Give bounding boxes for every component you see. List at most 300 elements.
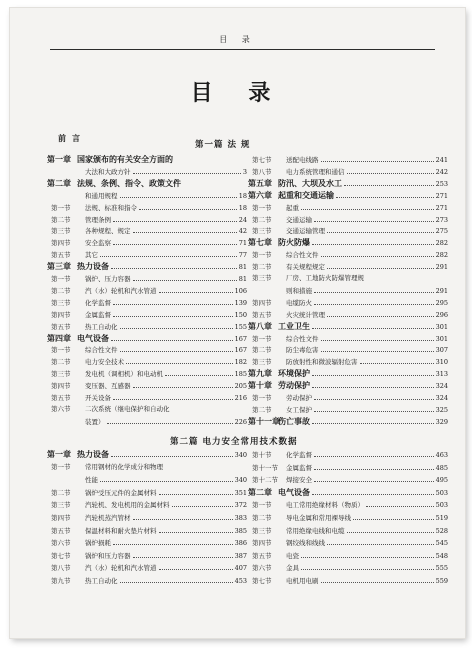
toc-entry — [47, 225, 247, 236]
toc-entry-number: 第六章 — [248, 189, 272, 200]
toc-entry-number: 第十一节 — [252, 463, 278, 472]
toc-entry-number: 第四节 — [252, 298, 272, 307]
toc-entry — [47, 550, 247, 561]
leader-dots — [312, 380, 434, 388]
leader-dots — [133, 273, 237, 281]
leader-dots — [113, 309, 233, 317]
toc-entry-title: 其它 — [85, 251, 98, 260]
toc-entry-page: 559 — [435, 577, 448, 585]
toc-entry-title: 热工自动化 — [85, 577, 118, 585]
toc-entry-number: 第八节 — [252, 167, 272, 176]
leader-dots — [321, 154, 434, 162]
toc-entry — [248, 321, 448, 332]
leader-dots — [314, 297, 434, 305]
toc-entry-number: 第五节 — [252, 551, 272, 560]
toc-entry-page: 18 — [238, 191, 247, 200]
toc-entry-page: 324 — [435, 382, 448, 391]
toc-entry — [248, 249, 448, 260]
toc-entry — [47, 237, 247, 248]
toc-entry — [248, 214, 448, 225]
toc-entry-number: 第一节 — [252, 334, 272, 343]
toc-entry-title: 起重和交通运输 — [278, 189, 334, 200]
toc-entry-number: 第七节 — [252, 156, 272, 164]
leader-dots — [159, 487, 233, 495]
toc-entry-number: 第一节 — [51, 462, 71, 471]
toc-entry-number: 第二节 — [51, 215, 71, 224]
toc-entry-number: 第一节 — [252, 251, 272, 260]
toc-entry-number: 第二节 — [51, 358, 71, 367]
toc-entry-title: 热力设备 — [77, 449, 109, 459]
leader-dots — [314, 474, 434, 482]
toc-entry-title: 性能 — [85, 476, 98, 485]
toc-entry-number: 第七节 — [252, 577, 272, 585]
toc-entry-number: 第九节 — [51, 577, 71, 585]
toc-entry-title: 火灾统计管理 — [286, 310, 325, 319]
leader-dots — [120, 321, 233, 329]
toc-entry — [248, 449, 448, 460]
toc-entry — [47, 166, 247, 177]
toc-entry-title: 女工保护 — [286, 405, 312, 414]
toc-entry-title: 国家颁布的有关安全方面的 — [77, 154, 173, 164]
toc-entry-number: 第二节 — [252, 215, 272, 224]
toc-entry-title: 锅炉损耗 — [85, 539, 111, 548]
toc-entry-title: 化学监督 — [85, 298, 111, 307]
toc-entry-page: 351 — [234, 488, 247, 497]
header-rule — [50, 49, 435, 50]
toc-entry-number: 第三节 — [51, 227, 71, 236]
toc-entry-page: 185 — [234, 370, 247, 379]
leader-dots — [120, 575, 233, 583]
toc-entry-title: 防放射性和微波辐射危害 — [286, 358, 358, 367]
toc-entry-title: 常用绝缘电线和电缆 — [286, 526, 345, 535]
toc-entry — [47, 273, 247, 284]
toc-entry-title: 电机用电刷 — [286, 577, 319, 585]
toc-entry-number: 第八节 — [51, 564, 71, 573]
leader-dots — [100, 474, 233, 482]
toc-entry-title: 综合性文件 — [286, 334, 319, 343]
toc-entry-title: 大法和大政方针 — [85, 167, 131, 176]
leader-dots — [100, 249, 237, 257]
toc-entry — [248, 285, 448, 296]
toc-entry-page: 310 — [435, 358, 448, 367]
toc-entry-title: 厂房、工地防火防爆管理规 — [286, 274, 364, 282]
leader-dots — [312, 487, 434, 495]
toc-entry-title: 锅炉、压力容器 — [85, 275, 131, 283]
toc-entry — [47, 525, 247, 536]
toc-entry-title: 法规、条例、指令、政策文件 — [77, 177, 181, 188]
toc-entry-page: 106 — [234, 286, 247, 295]
toc-entry — [47, 154, 247, 165]
leader-dots — [133, 380, 233, 388]
toc-entry — [248, 487, 448, 498]
toc-entry-page: 226 — [234, 417, 247, 426]
toc-entry-title: 金属监督 — [85, 310, 111, 319]
leader-dots — [321, 249, 434, 257]
toc-entry-number: 第一节 — [252, 501, 272, 510]
toc-entry — [47, 261, 247, 272]
toc-entry-page: 503 — [435, 488, 448, 497]
leader-dots — [314, 214, 434, 222]
leader-dots — [111, 261, 237, 269]
preface-entry: 前言 — [58, 133, 86, 143]
toc-entry-title: 各种规程、规定 — [85, 227, 131, 236]
toc-entry-title: 热工自动化 — [85, 322, 118, 331]
toc-entry-number: 第二节 — [252, 263, 272, 272]
toc-entry-number: 第二节 — [252, 405, 272, 414]
toc-entry — [248, 225, 448, 236]
leader-dots — [107, 416, 233, 424]
toc-entry-number: 第四节 — [252, 539, 272, 548]
toc-entry-title: 保温材料和耐火垫片材料 — [85, 526, 157, 535]
toc-entry — [248, 499, 448, 510]
toc-entry — [248, 333, 448, 344]
part-heading-1: 第一篇 法 规 — [195, 140, 251, 150]
toc-entry-number: 第一章 — [47, 154, 71, 164]
toc-entry-title: 锅炉和压力容器 — [85, 551, 131, 560]
toc-entry — [47, 285, 247, 296]
page-title: 目 录 — [190, 80, 285, 106]
toc-entry-title: 起重 — [286, 203, 299, 212]
toc-entry-number: 第七节 — [51, 551, 71, 560]
toc-entry — [47, 380, 247, 391]
toc-entry-number: 第五章 — [248, 177, 272, 188]
toc-entry-page: 253 — [435, 179, 448, 188]
toc-entry-page: 81 — [238, 275, 247, 283]
toc-entry-page: 291 — [435, 286, 448, 295]
toc-entry-page: 271 — [435, 191, 448, 200]
toc-entry-number: 第二章 — [47, 177, 71, 188]
toc-entry-number: 第四节 — [51, 310, 71, 319]
leader-dots — [133, 225, 237, 233]
toc-entry-number: 第三节 — [252, 274, 272, 282]
leader-dots — [312, 237, 434, 245]
toc-entry-title: 电瓷 — [286, 551, 299, 560]
toc-entry-number: 第五节 — [51, 251, 71, 260]
toc-entry-title: 安全监察 — [85, 239, 111, 248]
toc-entry — [47, 214, 247, 225]
toc-entry — [248, 261, 448, 272]
leader-dots — [113, 214, 237, 222]
toc-entry-page: 387 — [234, 551, 247, 560]
toc-entry-page: 81 — [238, 263, 247, 272]
toc-entry — [47, 562, 247, 573]
toc-entry-page: 71 — [238, 239, 247, 248]
toc-entry-number: 第三节 — [51, 298, 71, 307]
toc-entry-title: 汽（水）轮机和汽水管道 — [85, 286, 157, 295]
toc-entry-number: 第三节 — [252, 526, 272, 535]
toc-entry-page: 324 — [435, 394, 448, 402]
toc-entry — [248, 178, 448, 189]
toc-entry-page: 205 — [234, 382, 247, 391]
toc-entry-page: 282 — [435, 239, 448, 248]
toc-entry-title: 钢绞线和线线 — [286, 539, 325, 548]
leader-dots — [133, 166, 241, 174]
toc-entry-number: 第十节 — [252, 451, 272, 459]
toc-entry-page: 182 — [234, 358, 247, 367]
leader-dots — [312, 368, 434, 376]
toc-entry-page: 340 — [234, 476, 247, 485]
leader-dots — [327, 537, 434, 545]
toc-entry-title: 工业卫生 — [278, 320, 310, 331]
toc-entry — [248, 309, 448, 320]
toc-entry-page: 216 — [234, 394, 247, 402]
toc-entry-number: 第一节 — [252, 394, 272, 402]
toc-entry-number: 第一节 — [252, 203, 272, 212]
toc-entry-page: 463 — [435, 451, 448, 459]
toc-entry-title: 防尘毒危害 — [286, 346, 319, 355]
leader-dots — [120, 344, 233, 352]
toc-entry — [47, 404, 247, 415]
toc-entry-page: 18 — [238, 203, 247, 212]
toc-entry-number: 第十一章 — [248, 415, 280, 426]
toc-entry-number: 第三节 — [51, 370, 71, 379]
toc-entry-number: 第一章 — [47, 449, 71, 459]
leader-dots — [314, 392, 434, 400]
leader-dots — [314, 462, 434, 470]
toc-entry-page: 42 — [238, 227, 247, 236]
toc-entry-title: 二次系统（继电保护和自动化 — [85, 404, 170, 413]
leader-dots — [353, 512, 434, 520]
toc-entry — [248, 404, 448, 415]
leader-dots — [366, 273, 446, 280]
toc-entry — [248, 474, 448, 485]
toc-entry — [47, 575, 247, 586]
leader-dots — [139, 202, 237, 210]
leader-dots — [327, 309, 434, 317]
leader-dots — [159, 285, 233, 293]
toc-entry-title: 防火防爆 — [278, 237, 310, 248]
toc-entry-number: 第六节 — [51, 404, 71, 413]
leader-dots — [327, 225, 434, 233]
toc-entry-number: 第二节 — [252, 514, 272, 522]
toc-entry-page: 273 — [435, 215, 448, 224]
toc-entry-title: 和通用规程 — [85, 191, 118, 200]
leader-dots — [360, 356, 434, 364]
leader-dots — [344, 178, 434, 186]
toc-entry-number: 第三节 — [51, 501, 71, 510]
toc-entry-title: 电力系统管理和通信 — [286, 167, 345, 176]
toc-entry-title: 金属监督 — [286, 463, 312, 472]
leader-dots — [165, 368, 233, 376]
toc-entry-page: 271 — [435, 203, 448, 212]
leader-dots — [312, 416, 434, 424]
leader-dots — [113, 392, 233, 400]
toc-entry — [47, 499, 247, 510]
toc-entry-page: 329 — [435, 417, 448, 426]
toc-entry — [248, 575, 448, 586]
toc-entry — [47, 190, 247, 201]
toc-entry-title: 汽轮机蒸汽管材 — [85, 514, 131, 522]
toc-entry — [248, 297, 448, 308]
toc-entry-page: 275 — [435, 227, 448, 236]
toc-entry — [47, 392, 247, 403]
toc-entry-page: 155 — [234, 322, 247, 331]
toc-entry-page: 313 — [435, 370, 448, 379]
toc-entry — [47, 178, 247, 189]
toc-entry-title: 交通运输 — [286, 215, 312, 224]
toc-entry — [248, 190, 448, 201]
toc-entry — [248, 344, 448, 355]
book-page — [10, 8, 465, 638]
toc-entry-title: 电气设备 — [77, 332, 109, 343]
toc-entry — [248, 562, 448, 573]
toc-entry-title: 有关规程规定 — [286, 263, 325, 272]
leader-dots — [183, 179, 245, 186]
toc-entry-title: 变压器、互感器 — [85, 382, 131, 391]
leader-dots — [312, 321, 434, 329]
toc-entry-title: 发电机（调相机）和电动机 — [85, 370, 163, 379]
toc-entry-number: 第一节 — [51, 275, 71, 283]
toc-entry-number: 第二节 — [51, 488, 71, 497]
toc-entry-page: 528 — [435, 526, 448, 535]
leader-dots — [321, 344, 434, 352]
toc-entry-page: 301 — [435, 322, 448, 331]
toc-entry-number: 第五节 — [51, 394, 71, 402]
toc-entry-title: 电力安全技术 — [85, 358, 124, 367]
toc-entry — [47, 416, 247, 427]
toc-entry-page: 495 — [435, 476, 448, 485]
toc-entry-page: 301 — [435, 334, 448, 343]
toc-entry — [47, 449, 247, 460]
toc-entry — [248, 368, 448, 379]
toc-entry — [248, 273, 448, 284]
toc-entry-title: 电缆防火 — [286, 298, 312, 307]
toc-entry — [248, 392, 448, 403]
toc-entry-number: 第十二节 — [252, 476, 278, 485]
toc-entry-number: 第七章 — [248, 237, 272, 248]
leader-dots — [113, 537, 233, 545]
toc-entry — [248, 416, 448, 427]
leader-dots — [159, 525, 233, 533]
toc-entry — [47, 512, 247, 523]
leader-dots — [165, 462, 245, 469]
toc-entry-number: 第三节 — [252, 358, 272, 367]
toc-entry — [248, 525, 448, 536]
toc-entry-page: 503 — [435, 501, 448, 510]
leader-dots — [133, 550, 233, 558]
leader-dots — [336, 190, 434, 198]
toc-entry — [248, 356, 448, 367]
toc-entry — [248, 537, 448, 548]
toc-entry-page: 167 — [234, 334, 247, 343]
toc-entry-title: 汽（水）轮机和汽水管道 — [85, 564, 157, 573]
leader-dots — [111, 333, 233, 341]
toc-entry — [47, 356, 247, 367]
leader-dots — [126, 356, 233, 364]
toc-entry-title: 金具 — [286, 564, 299, 573]
leader-dots — [301, 562, 434, 570]
toc-entry-page: 242 — [435, 167, 448, 176]
toc-entry-page: 372 — [234, 501, 247, 510]
toc-entry-title: 送配电线路 — [286, 156, 319, 164]
part-heading-2: 第二篇 电力安全常用技术数据 — [170, 437, 298, 447]
toc-entry-page: 139 — [234, 298, 247, 307]
toc-entry-number: 第五节 — [252, 310, 272, 319]
leader-dots — [366, 499, 434, 507]
toc-entry — [47, 462, 247, 473]
toc-entry — [248, 512, 448, 523]
toc-entry-number: 第二章 — [248, 486, 272, 497]
leader-dots — [347, 166, 434, 174]
toc-entry-title: 常用钢材的化学成分和物理 — [85, 462, 163, 471]
leader-dots — [120, 190, 237, 198]
toc-entry-title: 法规、标准和指令 — [85, 203, 137, 212]
toc-entry — [248, 550, 448, 561]
toc-entry-page: 548 — [435, 551, 448, 560]
toc-entry-number: 第三章 — [47, 261, 71, 272]
toc-entry — [47, 309, 247, 320]
toc-entry-page: 453 — [234, 577, 247, 585]
leader-dots — [314, 404, 434, 412]
toc-entry-title: 劳动保护 — [286, 394, 312, 402]
toc-entry-number: 第五节 — [51, 526, 71, 535]
toc-entry — [47, 368, 247, 379]
leader-dots — [301, 202, 434, 210]
toc-entry-title: 锅炉受压元件的金属材料 — [85, 488, 157, 497]
toc-entry-title: 综合性文件 — [286, 251, 319, 260]
leader-dots — [113, 237, 237, 245]
leader-dots — [159, 562, 233, 570]
toc-entry-number: 第一节 — [51, 203, 71, 212]
toc-entry-title: 开关设备 — [85, 394, 111, 402]
toc-entry-number: 第八章 — [248, 320, 272, 331]
toc-entry-page: 340 — [234, 451, 247, 459]
leader-dots — [172, 404, 246, 411]
leader-dots — [175, 155, 245, 162]
toc-entry-title: 化学监督 — [286, 451, 312, 459]
toc-entry-number: 第四章 — [47, 332, 71, 343]
toc-entry-number: 第三节 — [252, 227, 272, 236]
toc-entry-title: 伤亡事故 — [278, 415, 310, 426]
toc-entry-page: 307 — [435, 346, 448, 355]
toc-entry-number: 第九章 — [248, 368, 272, 379]
running-head: 目 录 — [219, 35, 256, 44]
toc-entry-title: 汽轮机、发电机用的金属材料 — [85, 501, 170, 510]
toc-entry-page: 325 — [435, 405, 448, 414]
toc-entry-title: 焊接安全 — [286, 476, 312, 485]
toc-entry-title: 导电金属和常用裸导线 — [286, 514, 351, 522]
leader-dots — [327, 261, 434, 269]
toc-entry-number: 第二节 — [51, 286, 71, 295]
toc-entry — [47, 249, 247, 260]
toc-entry-page: 241 — [435, 156, 448, 164]
toc-entry-page: 407 — [234, 564, 247, 573]
toc-entry — [248, 462, 448, 473]
leader-dots — [321, 575, 434, 583]
toc-entry — [47, 321, 247, 332]
toc-entry-title: 装置） — [85, 417, 105, 426]
toc-entry — [47, 487, 247, 498]
toc-entry — [248, 237, 448, 248]
toc-entry — [47, 537, 247, 548]
toc-entry — [248, 380, 448, 391]
leader-dots — [301, 550, 434, 558]
leader-dots — [133, 512, 233, 520]
toc-entry-title: 电气设备 — [278, 486, 310, 497]
toc-entry-page: 295 — [435, 298, 448, 307]
toc-entry — [47, 333, 247, 344]
toc-entry — [47, 474, 247, 485]
toc-entry-page: 545 — [435, 539, 448, 548]
toc-entry-title: 管理条例 — [85, 215, 111, 224]
toc-entry — [248, 154, 448, 165]
toc-entry-page: 167 — [234, 346, 247, 355]
toc-entry-number: 第四节 — [51, 514, 71, 522]
leader-dots — [113, 297, 233, 305]
toc-entry-title: 交通运输管理 — [286, 227, 325, 236]
toc-entry-page: 282 — [435, 251, 448, 260]
toc-entry-title: 防汛、大坝及水工 — [278, 177, 342, 188]
